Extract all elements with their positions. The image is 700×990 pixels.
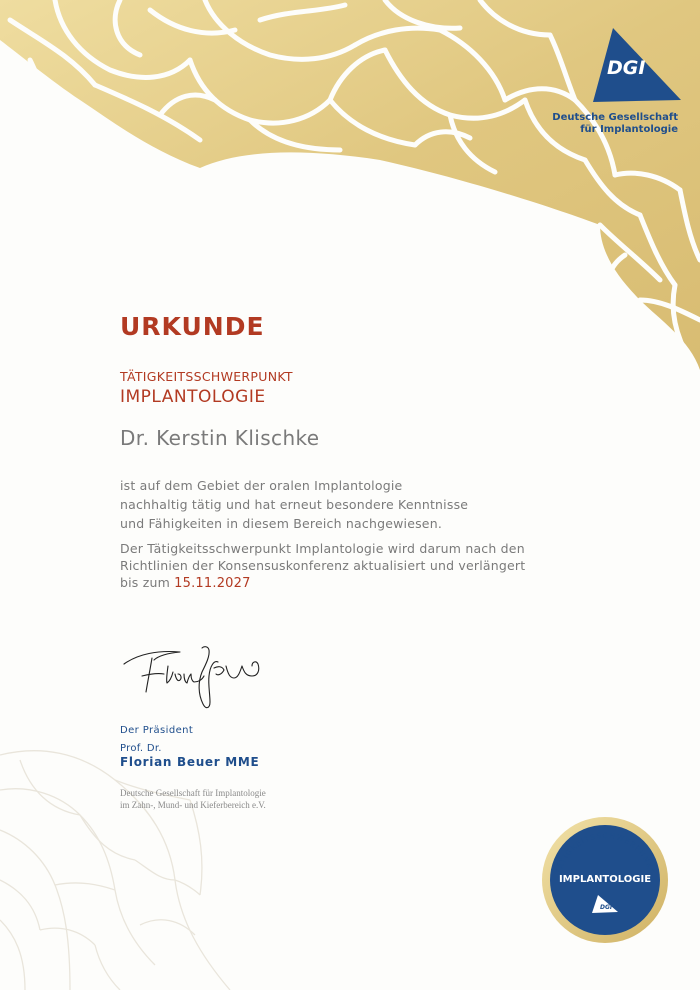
logo-mark-text: DGI xyxy=(607,57,646,79)
signature-image xyxy=(118,636,268,716)
paragraph-2-line: Der Tätigkeitsschwerpunkt Implantologie wird darum nach den xyxy=(120,541,525,556)
recipient-name: Dr. Kerstin Klischke xyxy=(120,426,320,450)
logo-line-2: für Implantologie xyxy=(580,124,678,135)
organization-line-1: Deutsche Gesellschaft für Implantologie xyxy=(120,788,266,798)
signatory-title: Prof. Dr. xyxy=(120,743,162,754)
seal-mark-text: DGI xyxy=(600,904,613,911)
paragraph-1-line: nachhaltig tätig und hat erneut besondere Kenntnisse xyxy=(120,497,469,512)
signatory-name: Florian Beuer MME xyxy=(120,755,260,769)
paragraph-1 xyxy=(120,476,620,533)
president-role: Der Präsident xyxy=(120,725,194,736)
paragraph-1-line: ist auf dem Gebiet der oralen Implantologie xyxy=(120,478,403,493)
certification-seal xyxy=(540,815,670,945)
subtitle-small: TÄTIGKEITSSCHWERPUNKT xyxy=(120,369,293,384)
subtitle-large: IMPLANTOLOGIE xyxy=(120,387,266,407)
paragraph-2-line: Richtlinien der Konsensuskonferenz aktualisiert und verlängert xyxy=(120,558,526,573)
paragraph-2 xyxy=(120,540,640,592)
validity-line xyxy=(120,574,640,592)
seal-label: IMPLANTOLOGIE xyxy=(558,874,652,885)
logo-line-1: Deutsche Gesellschaft xyxy=(552,112,678,123)
paragraph-1-line: und Fähigkeiten in diesem Bereich nachgewiesen. xyxy=(120,516,442,531)
organization-name xyxy=(120,787,266,811)
dgi-logo xyxy=(585,26,683,104)
seal-ring-path: TÄTIGKEITSSCHWERPUNKT xyxy=(554,830,656,875)
valid-date: 15.11.2027 xyxy=(174,576,251,591)
valid-prefix: bis zum xyxy=(120,575,170,590)
certificate-title: URKUNDE xyxy=(120,312,265,341)
organization-line-2: im Zahn-, Mund- und Kieferbereich e.V. xyxy=(120,800,266,810)
logo-caption xyxy=(552,112,678,136)
